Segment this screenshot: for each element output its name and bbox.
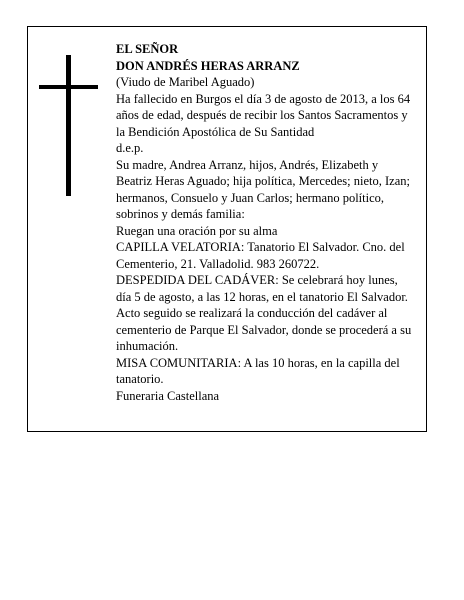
- notice-text: [116, 41, 416, 404]
- cross-horizontal-bar: [39, 85, 98, 89]
- notice-paragraph-chapel: CAPILLA VELATORIA: Tanatorio El Salvador. Cno. del Cementerio, 21. Valladolid. 983 260722.: [116, 240, 405, 271]
- notice-title-line1: EL SEÑOR: [116, 42, 179, 56]
- notice-title-line2: DON ANDRÉS HERAS ARRANZ: [116, 58, 300, 73]
- notice-paragraph-family: Su madre, Andrea Arranz, hijos, Andrés, Elizabeth y Beatriz Heras Aguado; hija política, Mercedes; nieto, Izan; hermanos, Consuelo y Juan Carlos; hermano político, sobrinos y demás familia:: [116, 157, 410, 221]
- obituary-notice: [27, 26, 427, 432]
- cross-vertical-bar: [66, 55, 71, 196]
- notice-paragraph-dep: d.e.p.: [116, 141, 144, 155]
- notice-paragraph-funeral-home: Funeraria Castellana: [116, 388, 220, 403]
- notice-paragraph-mass: MISA COMUNITARIA: A las 10 horas, en la capilla del tanatorio.: [116, 355, 400, 386]
- notice-paragraph-prayer: Ruegan una oración por su alma: [116, 223, 278, 238]
- notice-subtitle: (Viudo de Maribel Aguado): [116, 75, 255, 89]
- notice-paragraph-farewell: DESPEDIDA DEL CADÁVER: Se celebrará hoy lunes, día 5 de agosto, a las 12 horas, en el tanatorio El Salvador. Acto seguido se realizará la conducción del cadáver al cementerio de Parque El Salvador, donde se procederá a su inhumación.: [116, 273, 412, 353]
- notice-paragraph-death: Ha fallecido en Burgos el día 3 de agosto de 2013, a los 64 años de edad, después de recibir los Santos Sacramentos y la Bendición Apostólica de Su Santidad: [116, 91, 411, 139]
